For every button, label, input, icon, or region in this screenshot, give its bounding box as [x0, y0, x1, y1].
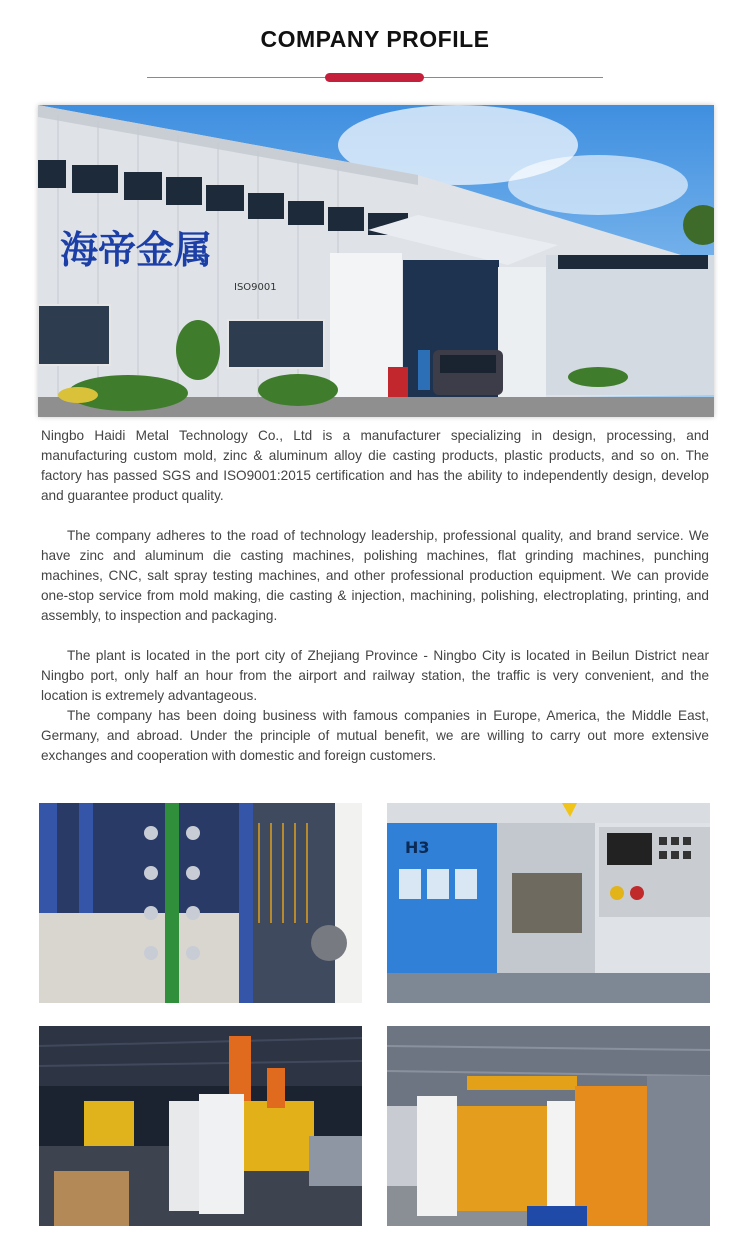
profile-paragraph-3: The plant is located in the port city of Zhejiang Province - Ningbo City is located in Beilun District near Ningbo port, only half an hour from the airport and railway station, the traffic is very convenient, and the location is extremely advantageous.	[41, 648, 709, 703]
factory-sign-subtext: ISO9001	[234, 282, 277, 293]
factory-sign-text: 海帝金属	[60, 228, 213, 272]
gallery-photo-cnc-lathe	[387, 803, 710, 1003]
factory-photo	[38, 105, 714, 417]
gallery-photo-electroplating-line	[39, 803, 362, 1003]
gallery-photo-die-casting-machines	[39, 1026, 362, 1226]
title-accent-bar	[325, 73, 424, 82]
profile-paragraph-1: Ningbo Haidi Metal Technology Co., Ltd is a manufacturer specializing in design, processing, and manufacturing custom mold, zinc & aluminum alloy die casting products, plastic products, and so on. The factory has passed SGS and ISO9001:2015 certification and has the ability to independently design, develop and guarantee product quality.	[41, 428, 709, 503]
page-title: COMPANY PROFILE	[260, 26, 490, 52]
machine-model-label: H3	[405, 838, 430, 857]
gallery-photo-shot-blasting-machine	[387, 1026, 710, 1226]
profile-paragraph-2: The company adheres to the road of technology leadership, professional quality, and brand service. We have zinc and aluminum die casting machines, polishing machines, flat grinding machines, punching machines, CNC, salt spray testing machines, and other professional production equipment. We can provide one-stop service from mold making, die casting & injection, machining, polishing, electroplating, printing, and assembly, to inspection and packaging.	[41, 528, 709, 623]
profile-paragraph-4: The company has been doing business with famous companies in Europe, America, the Middle East, Germany, and abroad. Under the principle of mutual benefit, we are willing to carry out more extensive exchanges and cooperation with domestic and foreign customers.	[41, 708, 709, 763]
